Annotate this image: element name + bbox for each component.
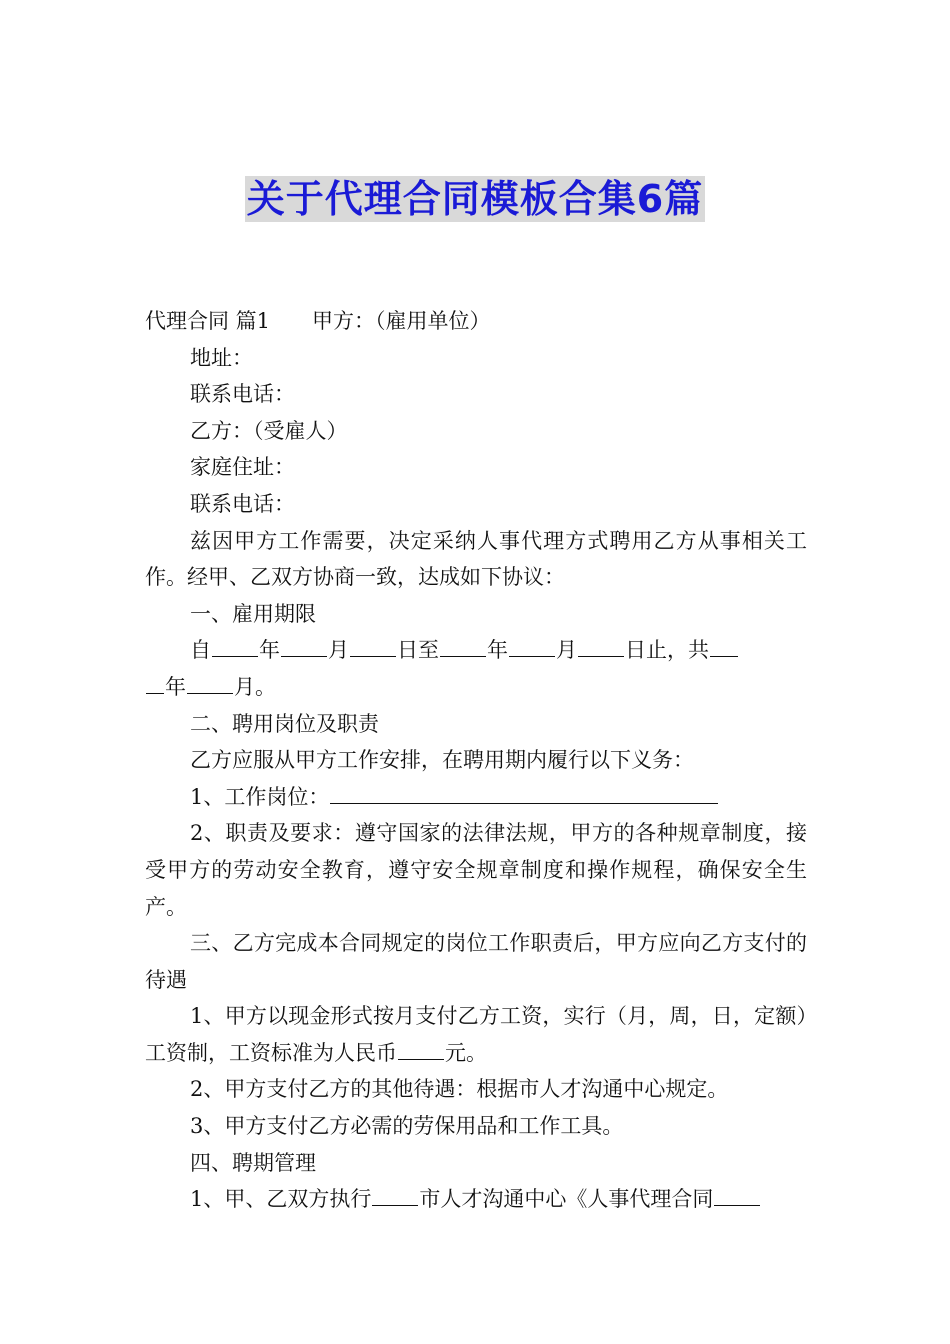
term-month3-text: 月。 — [234, 674, 276, 699]
blank-field — [578, 634, 624, 657]
term-end-text: 日止，共 — [625, 638, 709, 663]
phone-line-b: 联系电话： — [190, 491, 295, 516]
pay-item-1-text: 1、甲方以现金形式按月支付乙方工资，实行（月，周，日，定额）工资制，工资标准为人民币 — [145, 1004, 807, 1065]
blank-field — [187, 671, 233, 694]
phone-line-a: 联系电话： — [190, 382, 295, 407]
address-line: 地址： — [190, 345, 253, 370]
mgmt-item-1 — [145, 1181, 807, 1218]
section-2-title: 二、聘用岗位及职责 — [190, 711, 379, 736]
blank-field — [398, 1037, 444, 1060]
section-1-title: 一、雇用期限 — [190, 601, 316, 626]
term-year-text: 年 — [259, 638, 280, 663]
pay-item-2: 2、甲方支付乙方的其他待遇：根据市人才沟通中心规定。 — [190, 1077, 729, 1102]
term-month2-text: 月 — [556, 638, 577, 663]
job-post-line — [145, 779, 807, 816]
document-body — [145, 303, 807, 1218]
blank-field — [440, 634, 486, 657]
term-year3-text: 年 — [165, 674, 186, 699]
job-post-label: 1、工作岗位： — [190, 784, 330, 809]
blank-field — [212, 634, 258, 657]
pay-item-1 — [145, 998, 807, 1071]
term-line — [145, 632, 807, 669]
party-b-line: 乙方：（受雇人） — [190, 418, 348, 443]
duties-paragraph: 2、职责及要求：遵守国家的法律法规，甲方的各种规章制度，接受甲方的劳动安全教育，遵守安全规章制度和操作规程，确保安全生产。 — [145, 821, 807, 919]
section-3-title: 三、乙方完成本合同规定的岗位工作职责后，甲方应向乙方支付的待遇 — [145, 931, 807, 992]
blank-field — [372, 1183, 418, 1206]
term-from-text: 自 — [190, 638, 211, 663]
term-day-to-text: 日至 — [397, 638, 439, 663]
blank-field — [710, 634, 738, 657]
blank-field — [281, 634, 327, 657]
mgmt-item-1-text-b: 市人才沟通中心《人事代理合同 — [419, 1187, 714, 1212]
blank-field — [509, 634, 555, 657]
term-line-cont — [145, 669, 807, 706]
header-line — [145, 303, 807, 340]
party-a-label: 甲方：（雇用单位） — [312, 309, 491, 333]
pay-item-1-unit: 元。 — [445, 1040, 487, 1065]
term-year2-text: 年 — [487, 638, 508, 663]
blank-field-long — [330, 781, 718, 804]
intro-paragraph: 兹因甲方工作需要，决定采纳人事代理方式聘用乙方从事相关工作。经甲、乙双方协商一致，达成如下协议： — [145, 528, 807, 590]
home-address-line: 家庭住址： — [190, 455, 295, 480]
title-container — [0, 176, 950, 222]
blank-field — [350, 634, 396, 657]
document-title: 关于代理合同模板合集6篇 — [246, 177, 704, 221]
pay-item-3: 3、甲方支付乙方必需的劳保用品和工作工具。 — [190, 1114, 624, 1139]
section-heading: 代理合同 篇1 — [145, 309, 271, 333]
blank-field — [714, 1183, 760, 1206]
blank-field — [146, 671, 164, 694]
mgmt-item-1-text: 1、甲、乙双方执行 — [190, 1187, 372, 1212]
section-2-intro: 乙方应服从甲方工作安排，在聘用期内履行以下义务： — [190, 748, 694, 773]
term-month-text: 月 — [328, 638, 349, 663]
section-4-title: 四、聘期管理 — [190, 1150, 316, 1175]
